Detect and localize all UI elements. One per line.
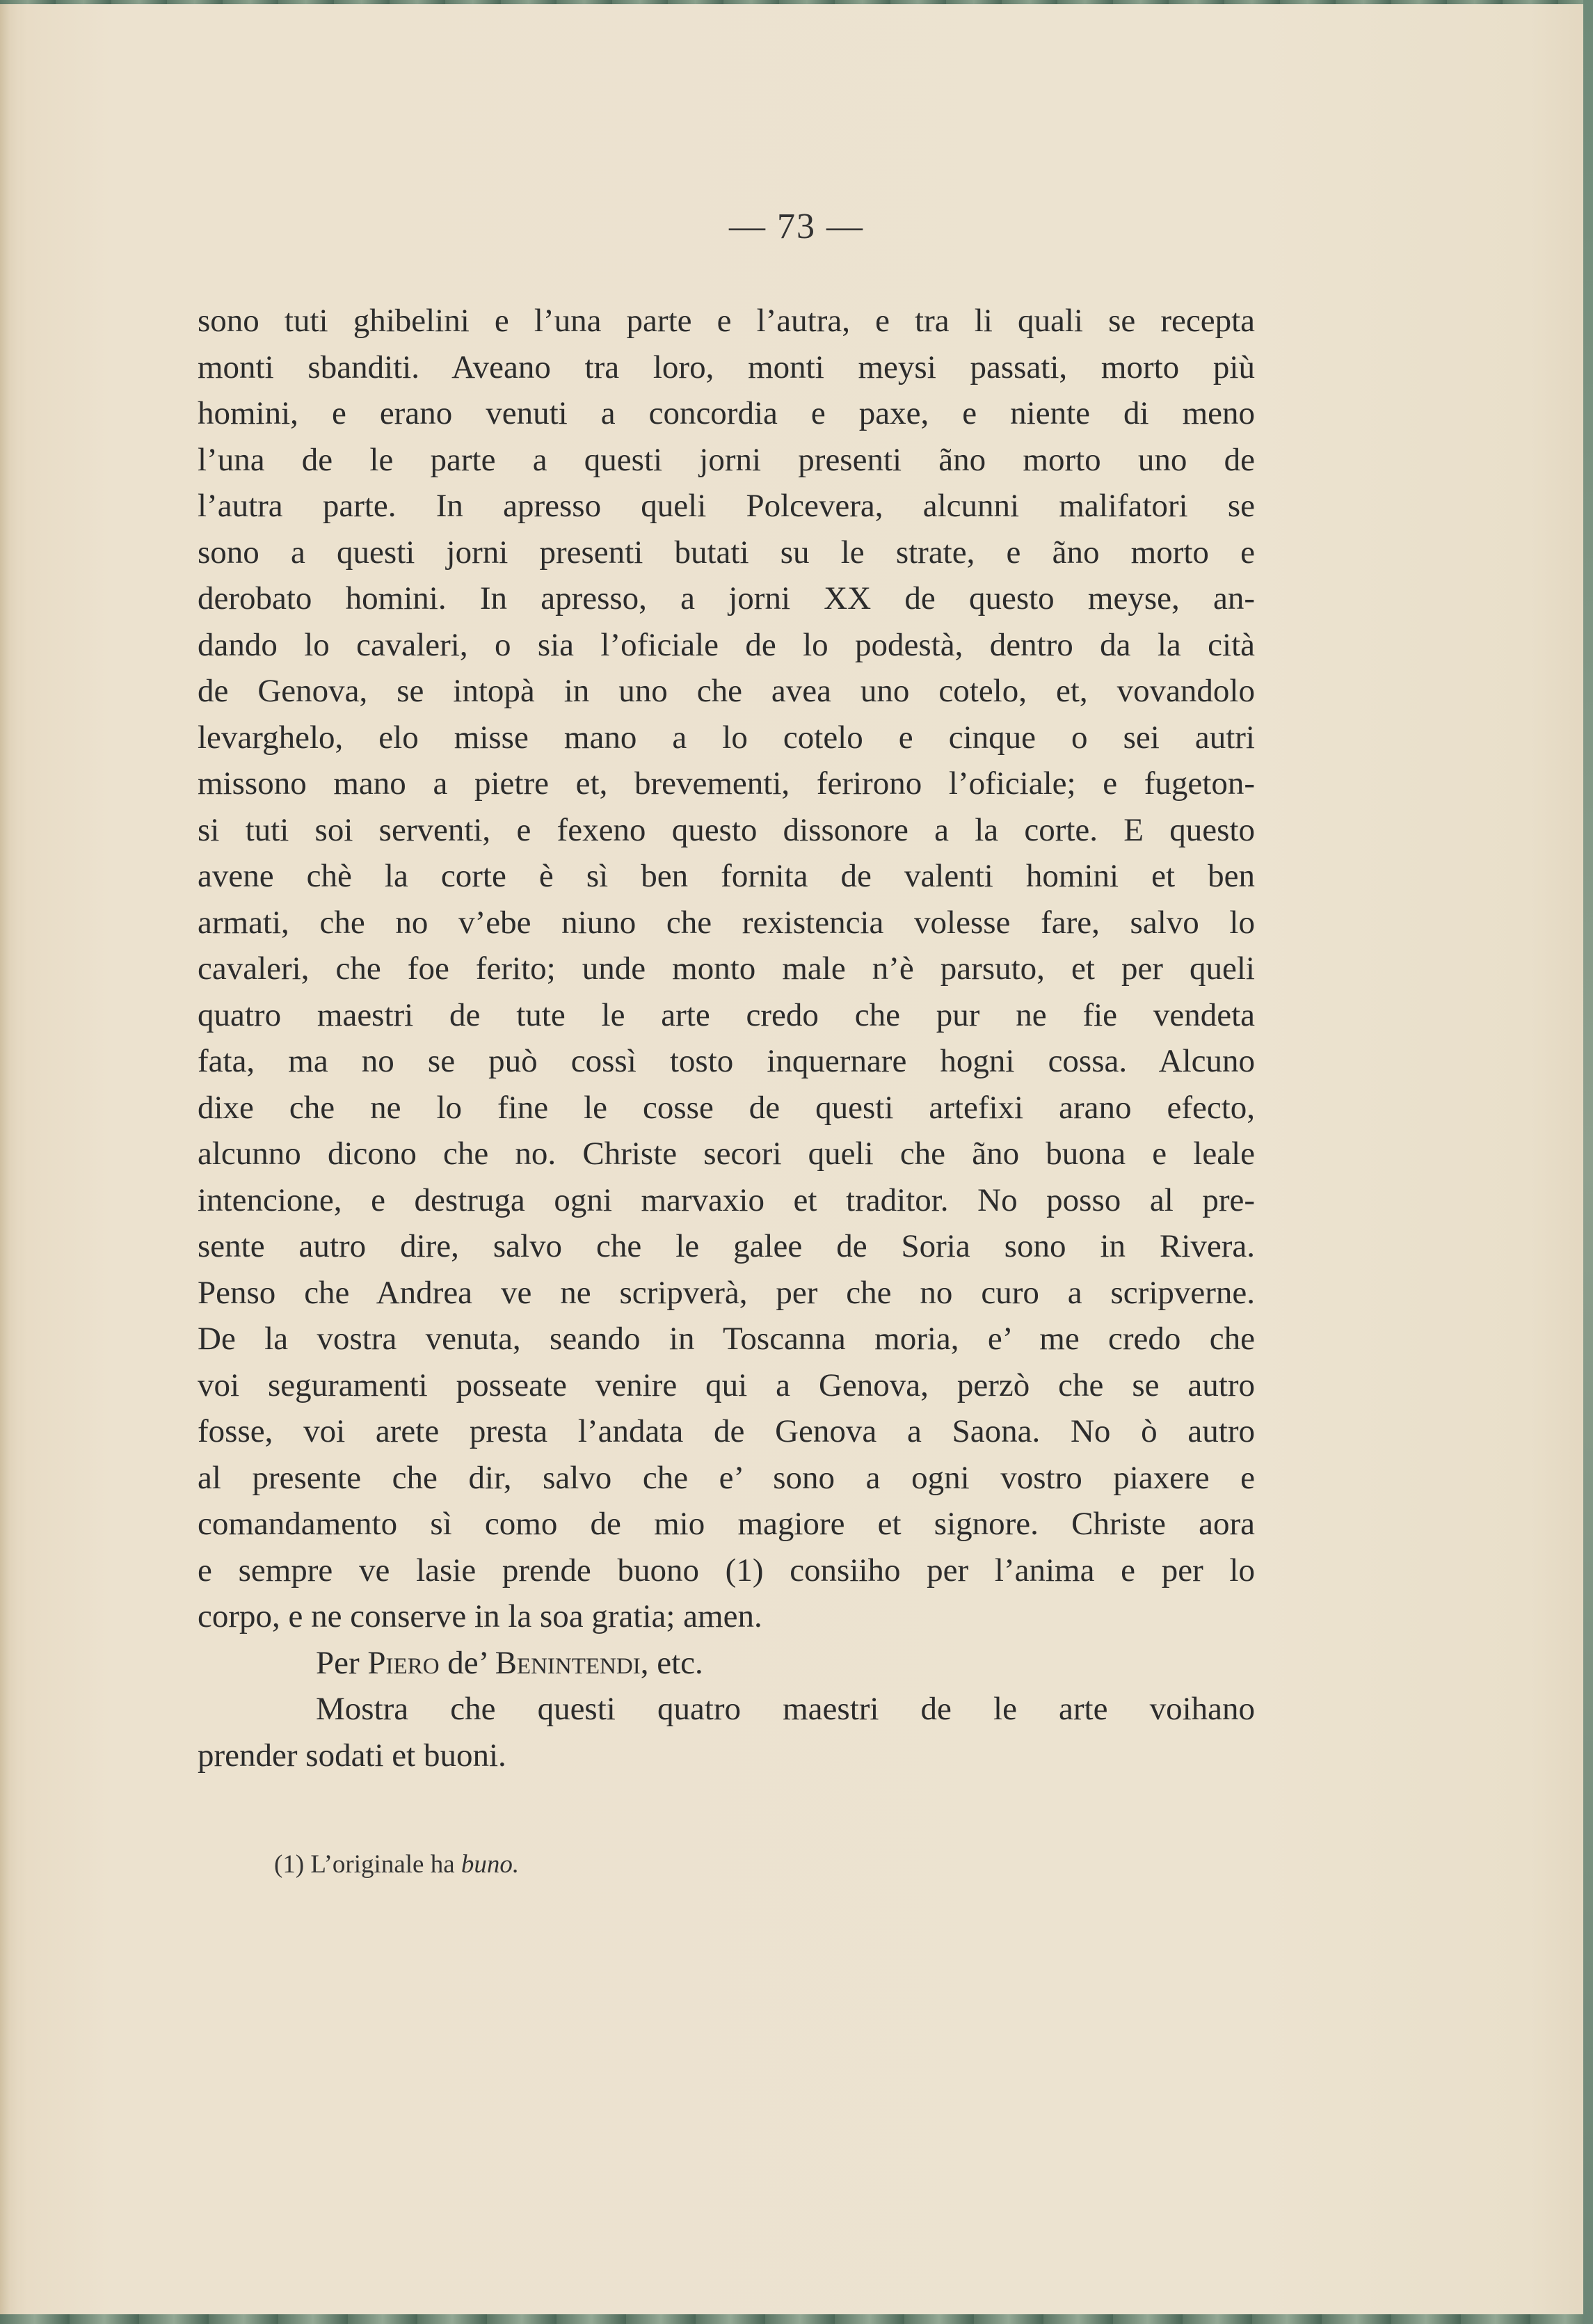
text-line: l’una de le parte a questi jorni presenti ãno morto uno de [198, 441, 1255, 478]
text-line: fata, ma no se può cossì tosto inquernare hogni cossa. Alcuno [198, 1043, 1255, 1079]
text-line: derobato homini. In apresso, a jorni XX de questo meyse, an- [198, 580, 1255, 616]
signature-first-name: Piero [367, 1644, 440, 1681]
cover-edge-right [1583, 0, 1593, 2324]
footnote-marker: (1) [274, 1850, 305, 1879]
signature-last-name: Benintendi [495, 1644, 641, 1681]
text-line: cavaleri, che foe ferito; unde monto male n’è parsuto, et per queli [198, 950, 1255, 987]
text-line: homini, e erano venuti a concordia e paxe, e niente di meno [198, 395, 1255, 431]
text-line: l’autra parte. In apresso queli Polcevera, alcunni malifatori se [198, 488, 1255, 524]
cover-edge-bottom [0, 2314, 1593, 2324]
text-line: dixe che ne lo fine le cosse de questi artefixi arano efecto, [198, 1089, 1255, 1126]
text-line: sono a questi jorni presenti butati su le strate, e ãno morto e [198, 534, 1255, 571]
text-line: si tuti soi serventi, e fexeno questo dissonore a la corte. E questo [198, 811, 1255, 848]
text-line: corpo, e ne conserve in la soa gratia; amen. [198, 1598, 762, 1634]
page-number: — 73 — [729, 207, 864, 246]
footnote-word: buno. [461, 1850, 520, 1879]
text-line: comandamento sì como de mio magiore et signore. Christe aora [198, 1506, 1255, 1542]
note-line: Mostra che questi quatro maestri de le arte voihano [316, 1691, 1255, 1727]
note-line: prender sodati et buoni. [198, 1737, 506, 1774]
text-line: voi seguramenti posseate venire qui a Genova, perzò che se autro [198, 1367, 1255, 1403]
text-line: de Genova, se intopà in uno che avea uno cotelo, et, vovandolo [198, 673, 1255, 709]
signature-middle: de’ [439, 1644, 495, 1681]
text-line: quatro maestri de tute le arte credo che pur ne fie vendeta [198, 996, 1255, 1033]
cover-edge-top [0, 0, 1593, 4]
signature-suffix: , etc. [640, 1644, 703, 1681]
text-line: sente autro dire, salvo che le galee de Soria sono in Rivera. [198, 1228, 1255, 1264]
text-line: intencione, e destruga ogni marvaxio et traditor. No posso al pre- [198, 1181, 1255, 1218]
text-line: sono tuti ghibelini e l’una parte e l’autra, e tra li quali se recepta [198, 303, 1255, 339]
text-line: levarghelo, elo misse mano a lo cotelo e cinque o sei autri [198, 719, 1255, 756]
text-line: armati, che no v’ebe niuno che rexistencia volesse fare, salvo lo [198, 904, 1255, 941]
signature-line [198, 1640, 1255, 1687]
text-line: Penso che Andrea ve ne scripverà, per che no curo a scripverne. [198, 1274, 1255, 1311]
text-line: avene chè la corte è sì ben fornita de valenti homini et ben [198, 858, 1255, 894]
signature-prefix: Per [316, 1644, 368, 1681]
text-line: al presente che dir, salvo che e’ sono a ogni vostro piaxere e [198, 1459, 1255, 1496]
text-line: De la vostra venuta, seando in Toscanna moria, e’ me credo che [198, 1321, 1255, 1357]
footnote [274, 1849, 519, 1879]
text-line: e sempre ve lasie prende buono (1) consiiho per l’anima e per lo [198, 1552, 1255, 1589]
footnote-text: L’originale ha [310, 1850, 461, 1879]
page-spine [0, 0, 19, 2324]
text-line: monti sbanditi. Aveano tra loro, monti meysi passati, morto più [198, 349, 1255, 385]
text-line: missono mano a pietre et, brevementi, ferirono l’oficiale; e fugeton- [198, 765, 1255, 802]
text-line: dando lo cavaleri, o sia l’oficiale de lo podestà, dentro da la cità [198, 626, 1255, 663]
text-line: alcunno dicono che no. Christe secori queli che ãno buona e leale [198, 1136, 1255, 1172]
body-text [198, 298, 1255, 1778]
text-line: fosse, voi arete presta l’andata de Genova a Saona. No ò autro [198, 1413, 1255, 1449]
